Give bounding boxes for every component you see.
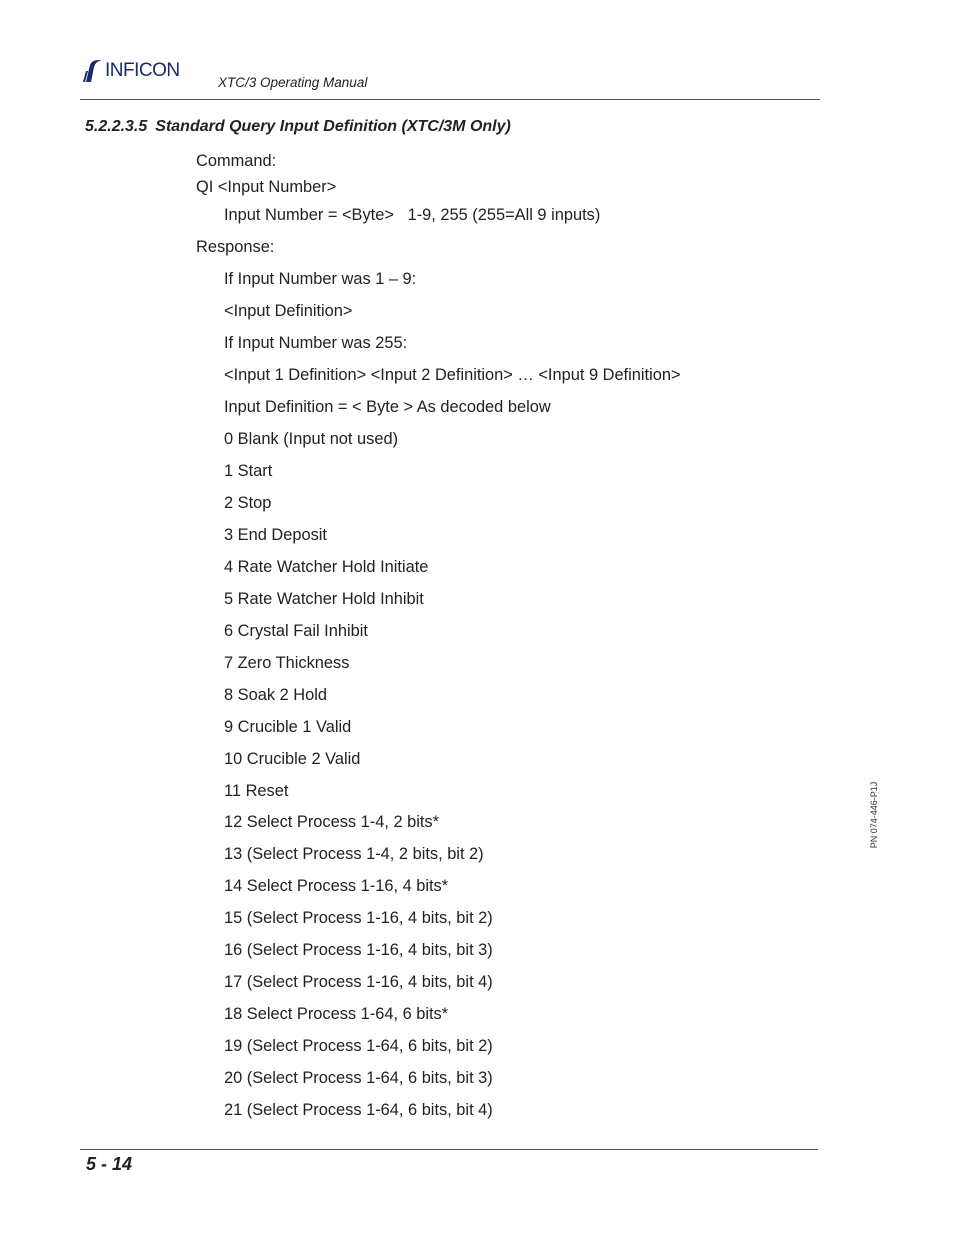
section-heading (85, 118, 511, 136)
section-title: Standard Query Input Definition (XTC/3M Only) (155, 118, 511, 135)
parameter-definition: Input Number = <Byte> 1-9, 255 (255=All 9 inputs) (224, 206, 601, 224)
response-label: Response: (196, 238, 275, 256)
list-item: <Input Definition> (224, 302, 353, 320)
list-item: 11 Reset (224, 782, 289, 800)
list-item: 16 (Select Process 1-16, 4 bits, bit 3) (224, 941, 493, 959)
list-item: 21 (Select Process 1-64, 6 bits, bit 4) (224, 1101, 493, 1119)
list-item: 8 Soak 2 Hold (224, 686, 327, 704)
command-label: Command: (196, 152, 277, 170)
list-item: 20 (Select Process 1-64, 6 bits, bit 3) (224, 1069, 493, 1087)
list-item: 15 (Select Process 1-16, 4 bits, bit 2) (224, 909, 493, 927)
list-item: 3 End Deposit (224, 526, 327, 544)
list-item: If Input Number was 1 – 9: (224, 270, 417, 288)
list-item: 14 Select Process 1-16, 4 bits* (224, 877, 449, 895)
inficon-swoosh-icon (82, 59, 104, 83)
list-item: 12 Select Process 1-4, 2 bits* (224, 813, 440, 831)
list-item: 13 (Select Process 1-4, 2 bits, bit 2) (224, 845, 484, 863)
command-syntax: QI <Input Number> (196, 178, 337, 196)
list-item: <Input 1 Definition> <Input 2 Definition> … <Input 9 Definition> (224, 366, 681, 384)
list-item: 0 Blank (Input not used) (224, 430, 399, 448)
manual-title: XTC/3 Operating Manual (218, 75, 368, 90)
list-item: 9 Crucible 1 Valid (224, 718, 352, 736)
list-item: 17 (Select Process 1-16, 4 bits, bit 4) (224, 973, 493, 991)
list-item: 5 Rate Watcher Hold Inhibit (224, 590, 424, 608)
header-divider (80, 99, 820, 100)
inficon-logo (82, 58, 180, 84)
section-number: 5.2.2.3.5 (85, 118, 148, 135)
list-item: 19 (Select Process 1-64, 6 bits, bit 2) (224, 1037, 493, 1055)
footer-divider (80, 1149, 818, 1150)
page-number: 5 - 14 (86, 1154, 133, 1174)
logo-wordmark: INFICON (105, 60, 180, 81)
list-item: 6 Crystal Fail Inhibit (224, 622, 368, 640)
list-item: Input Definition = < Byte > As decoded below (224, 398, 551, 416)
list-item: 4 Rate Watcher Hold Initiate (224, 558, 429, 576)
list-item: 2 Stop (224, 494, 272, 512)
list-item: If Input Number was 255: (224, 334, 408, 352)
list-item: 1 Start (224, 462, 273, 480)
part-number: PN 074-446-P1J (869, 781, 879, 849)
list-item: 7 Zero Thickness (224, 654, 350, 672)
list-item: 10 Crucible 2 Valid (224, 750, 361, 768)
list-item: 18 Select Process 1-64, 6 bits* (224, 1005, 449, 1023)
